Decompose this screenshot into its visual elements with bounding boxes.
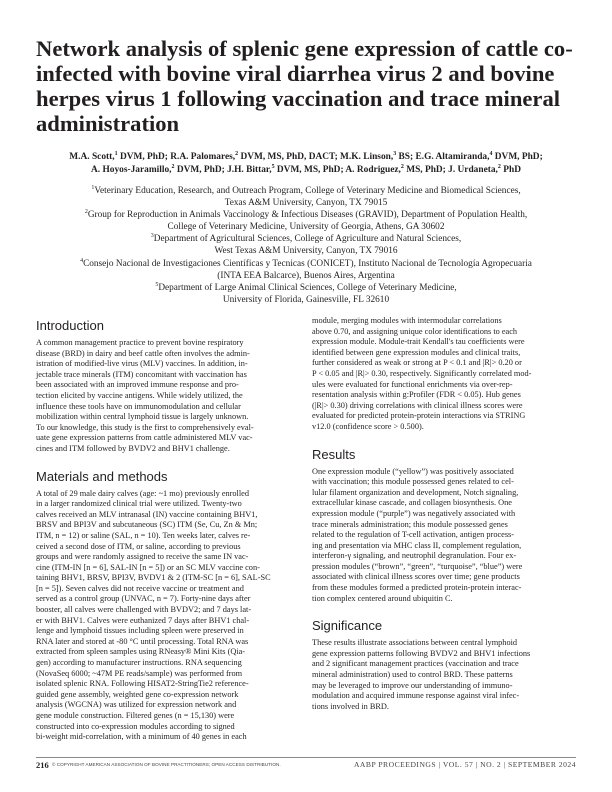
text-line: jectable trace minerals (ITM) concomitant with vaccination has	[36, 369, 247, 379]
copyright-notice: © COPYRIGHT AMERICAN ASSOCIATION OF BOVINE PRACTITIONERS; OPEN ACCESS DISTRIBUTION.	[52, 761, 281, 767]
author-credentials: MS, PhD;	[403, 165, 449, 175]
text-line: and 2 significant management practices (vaccination and trace	[312, 659, 519, 669]
text-line: er with BHV1. Calves were euthanized 7 days after BHV1 chal-	[36, 615, 250, 625]
text-line: extracted from spleen samples using RNeasy® Mini Kits (Qia-	[36, 647, 246, 657]
methods-body-part2	[312, 316, 580, 433]
affiliation-list	[36, 185, 576, 306]
text-line: associated with clinical illness scores over time; gene products	[312, 572, 520, 582]
text-line: identified between gene expression modules and clinical traits,	[312, 347, 521, 357]
text-line: mobilization within central lymphoid tissue is largely unknown.	[36, 412, 249, 422]
text-line: trace minerals administration; this module possessed genes	[312, 519, 508, 529]
author-credentials: PhD	[500, 165, 521, 175]
affiliation-line: (INTA EEA Balcarce), Buenos Aires, Argentina	[217, 270, 395, 281]
text-line: P < 0.05 and |R|> 0.30, respectively. Significantly correlated mod-	[312, 368, 532, 378]
affiliation-line: Texas A&M University, Canyon, TX 79015	[224, 198, 388, 209]
affiliation-line: $^1$Veterinary Education, Research, and Outreach Program, College of Veterinary Medicine and Biomedical Sciences,	[91, 184, 521, 196]
text-line: calves received an MLV intranasal (IN) vaccine containing BHV1,	[36, 509, 258, 519]
text-line: analysis (WGCNA) was utilized for expression network and	[36, 700, 237, 710]
text-line: resentation analysis within g:Profiler (FDR < 0.05). Hub genes	[312, 390, 521, 400]
text-line: [n = 5]). Seven calves did not receive vaccine or treatment and	[36, 583, 244, 593]
text-line: ceived a second dose of ITM, or saline, according to previous	[36, 541, 241, 551]
text-line: istration of modified-live virus (MLV) vaccines. In addition, in-	[36, 359, 248, 369]
results-heading: Results	[312, 446, 356, 462]
author-credentials: BS;	[396, 152, 416, 162]
text-line: evaluated for predicted protein-protein interactions via STRING	[312, 411, 526, 421]
introduction-body	[36, 338, 304, 455]
text-line: v12.0 (confidence score > 0.500).	[312, 421, 424, 431]
text-line: taining BHV1, BRSV, BPI3V, BVDV1 & 2 (ITM-SC [n = 6], SAL-SC	[36, 573, 271, 583]
author-affiliation-marker: 2	[235, 150, 239, 157]
affiliation-line: West Texas A&M University, Canyon, TX 79016	[214, 246, 398, 257]
text-line: isolated splenic RNA. Following HISAT2-StringTie2 reference-	[36, 679, 249, 689]
text-line: modulation and acquired immune response against viral infec-	[312, 691, 520, 701]
text-line: extracellular kinase cascade, and collagen biosynthesis. One	[312, 498, 512, 508]
text-line: in a larger randomized clinical trial were utilized. Twenty-two	[36, 499, 242, 509]
affiliation-line: $^3$Department of Agricultural Sciences, College of Agriculture and Natural Sciences,	[150, 233, 462, 245]
text-line: expression module (“purple”) was negatively associated with	[312, 508, 516, 518]
author-affiliation-marker: 2	[171, 163, 175, 170]
affiliation-line: $^2$Group for Reproduction in Animals Vaccinology & Infectious Diseases (GRAVID), Department of Population Health,	[84, 209, 528, 221]
text-line: been associated with an improved immune response and pro-	[36, 380, 239, 390]
affiliation	[36, 185, 576, 209]
affiliation-number: 2	[84, 209, 88, 216]
affiliation-line: $^5$Department of Large Animal Clinical Sciences, College of Veterinary Medicine,	[155, 281, 457, 293]
left-column	[36, 318, 304, 743]
text-line: related to the regulation of T-cell activation, antigen process-	[312, 530, 515, 540]
text-line: booster, all calves were challenged with BVDV2; and 7 days lat-	[36, 605, 252, 615]
methods-section	[36, 469, 304, 743]
introduction-heading: Introduction	[36, 318, 104, 333]
text-line: RNA later and stored at -80 °C until processing. Total RNA was	[36, 636, 249, 646]
introduction-section	[36, 318, 304, 455]
text-line: (|R|> 0.30) driving correlations with clinical illness scores were	[312, 400, 523, 410]
text-line: disease (BRD) in dairy and beef cattle often involves the admin-	[36, 348, 250, 358]
significance-body	[312, 638, 580, 712]
author-name: R.A. Palomares,	[170, 152, 236, 162]
affiliation-number: 3	[150, 233, 154, 240]
text-line: ITM, n = 12) or saline (SAL, n = 10). Ten weeks later, calves re-	[36, 530, 251, 540]
text-line: above 0.70, and assigning unique color identifications to each	[312, 326, 518, 336]
text-line: constructed into co-expression modules according to signed	[36, 721, 235, 731]
page-footer	[36, 757, 576, 770]
text-line: groups and were randomly assigned to receive the same IN vac-	[36, 552, 249, 562]
text-line: may be leveraged to improve our understanding of immuno-	[312, 680, 513, 690]
author-affiliation-marker: 4	[489, 150, 493, 157]
journal-info: AABP PROCEEDINGS | VOL. 57 | NO. 2 | SEPTEMBER 2024	[353, 760, 576, 769]
author-line-2	[36, 164, 576, 177]
author-credentials: DVM, PhD;	[174, 165, 228, 175]
author-name: E.G. Altamiranda,	[415, 152, 490, 162]
author-affiliation-marker: 2	[497, 163, 501, 170]
author-affiliation-marker: 5	[271, 163, 275, 170]
affiliation-number: 5	[155, 281, 159, 288]
text-line: A total of 29 male dairy calves (age: ~1 mo) previously enrolled	[36, 488, 250, 498]
text-line: A common management practice to prevent bovine respiratory	[36, 338, 244, 347]
text-line: tion complex centered around ubiquitin C.	[312, 593, 453, 603]
text-line: influence these tools have on immunomodulation and cellular	[36, 401, 241, 411]
text-line: with vaccination; this module possessed genes related to cel-	[312, 477, 514, 487]
text-line: BRSV and BPI3V and subcutaneous (SC) ITM (Se, Cu, Zn & Mn;	[36, 520, 258, 530]
methods-body-part1	[36, 489, 304, 743]
text-line: To our knowledge, this study is the first to comprehensively eval-	[36, 422, 254, 432]
text-line: served as a control group (UNVAC, n = 7). Forty-nine days after	[36, 594, 251, 604]
right-column	[312, 316, 580, 712]
text-line: lenge and lymphoid tissues including spleen were preserved in	[36, 626, 244, 636]
affiliation-line: University of Florida, Gainesville, FL 32610	[222, 294, 390, 305]
author-affiliation-marker: 3	[393, 150, 397, 157]
author-list	[36, 151, 576, 177]
text-line: tection elicited by vaccine antigens. While widely utilized, the	[36, 390, 243, 400]
text-line: pression modules (“brown”, “green”, “turquoise”, “blue”) were	[312, 561, 523, 571]
results-body	[312, 467, 580, 605]
author-credentials: DVM, PhD;	[492, 152, 543, 162]
author-name: M.A. Scott,	[69, 152, 115, 162]
affiliation-number: 4	[80, 257, 84, 264]
text-line: interferon-γ signaling, and neutrophil degranulation. Four ex-	[312, 551, 517, 561]
affiliation	[36, 282, 576, 306]
text-line: gene expression patterns following BVDV2 and BHV1 infections	[312, 648, 531, 658]
text-line: guided gene assembly, weighted gene co-expression network	[36, 689, 239, 699]
affiliation	[36, 233, 576, 257]
methods-heading: Materials and methods	[36, 468, 168, 484]
affiliation-line: College of Veterinary Medicine, University of Georgia, Athens, GA 30602	[167, 222, 445, 233]
author-credentials: DVM, MS, PhD, DACT;	[238, 152, 341, 162]
text-line: uate gene expression patterns from cattle administered MLV vac-	[36, 433, 253, 443]
text-line: (NovaSeq 6000; ~47M PE reads/sample) was performed from	[36, 668, 243, 678]
text-line: gen) according to manufacturer instructions. RNA sequencing	[36, 658, 242, 668]
affiliation	[36, 209, 576, 233]
author-name: M.K. Linson,	[340, 152, 394, 162]
affiliation	[36, 258, 576, 282]
text-line: module, merging modules with intermodular correlations	[312, 316, 502, 325]
author-name: A. Hoyos-Jaramillo,	[91, 165, 172, 175]
text-line: further considered as weak or strong at P < 0.1 and |R|> 0.20 or	[312, 358, 522, 368]
affiliation-number: 1	[91, 184, 95, 191]
text-line: mineral administration) used to control BRD. These patterns	[312, 670, 513, 680]
author-name: A. Rodriguez,	[345, 165, 401, 175]
author-credentials: DVM, MS, PhD;	[274, 165, 346, 175]
author-credentials: DVM, PhD;	[117, 152, 171, 162]
text-line: ing and presentation via MHC class II, complement regulation,	[312, 540, 522, 550]
text-line: tions involved in BRD.	[312, 701, 389, 711]
affiliation-line: $^4$Consejo Nacional de Investigaciones Científicas y Tecnicas (CONICET), Instituto Nacional de Tecnología Agropecuaria	[80, 257, 532, 269]
article-title: Network analysis of splenic gene expression of cattle co-infected with bovine viral diarrhea virus 2 and bovine herpes virus 1 following vaccination and trace mineral administration	[36, 36, 573, 136]
text-line: ules were evaluated for functional enrichments via over-rep-	[312, 379, 513, 389]
text-line: gene module construction. Filtered genes (n = 15,130) were	[36, 711, 235, 720]
significance-heading: Significance	[312, 618, 383, 634]
author-affiliation-marker: 2	[400, 163, 404, 170]
significance-section	[312, 618, 580, 712]
page-number: 216	[36, 760, 49, 770]
author-affiliation-marker: 1	[114, 150, 118, 157]
text-line: expression module. Module-trait Kendall's tau coefficients were	[312, 337, 525, 347]
text-line: cines and ITM followed by BVDV2 and BHV1 challenge.	[36, 443, 230, 453]
results-section	[312, 447, 580, 605]
author-line-1	[36, 151, 576, 164]
text-line: cine (ITM-IN [n = 6], SAL-IN [n = 5]) or an SC MLV vaccine con-	[36, 562, 260, 572]
author-name: J.H. Bittar,	[227, 165, 272, 175]
text-line: from these modules formed a predicted protein-protein interac-	[312, 583, 522, 593]
author-name: J. Urdaneta,	[448, 165, 498, 175]
text-line: bi-weight mid-correlation, with a minimum of 40 genes in each	[36, 732, 247, 742]
text-line: These results illustrate associations between central lymphoid	[312, 638, 518, 648]
text-line: One expression module (“yellow”) was positively associated	[312, 466, 514, 476]
text-line: lular filament organization and development, Notch signaling,	[312, 487, 519, 497]
